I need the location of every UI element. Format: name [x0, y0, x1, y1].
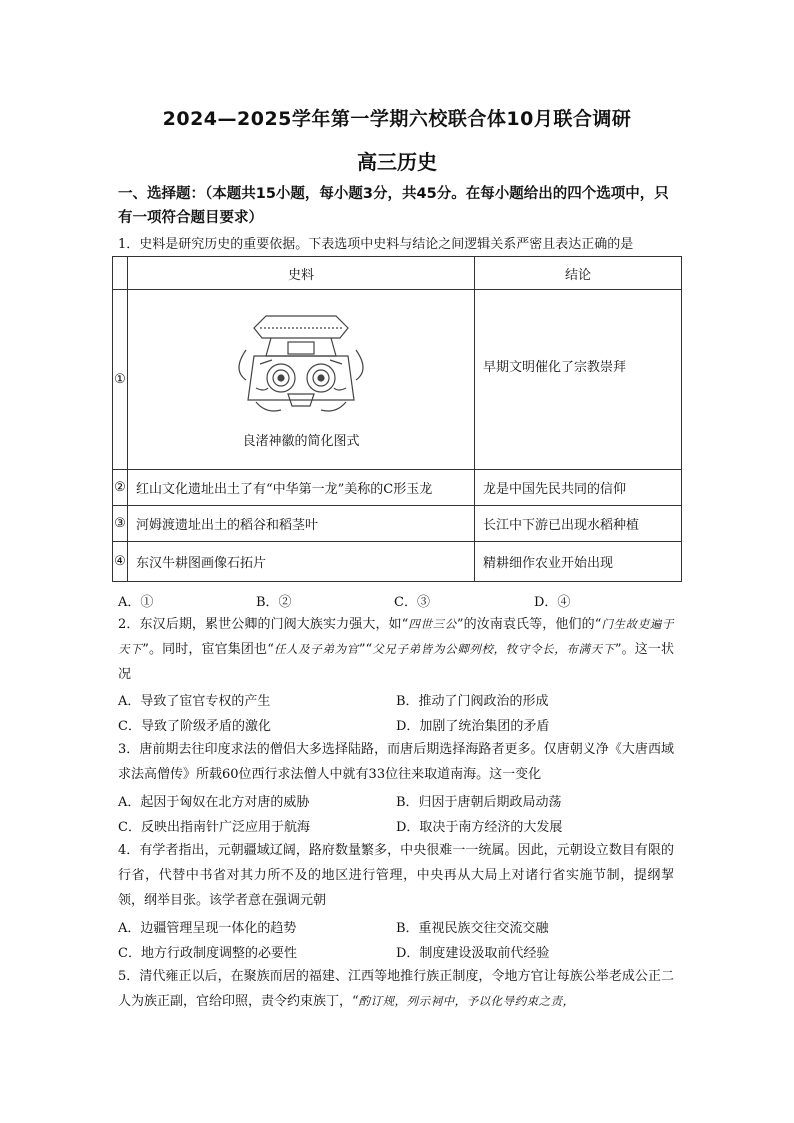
table-row: [113, 470, 682, 506]
q2-text: ”“: [358, 642, 373, 657]
q2-quote: 任人及子弟为官: [273, 642, 359, 656]
table-header-conclusion: 结论: [475, 257, 682, 290]
q2-option-b: B．推动了门阀政治的形成: [396, 694, 549, 709]
q4-option-d: D．制度建设汲取前代经验: [396, 946, 550, 961]
q2-quote: 父兄子弟皆为公卿列校，牧守令长，布满天下: [372, 642, 615, 656]
q1-option-d: D．④: [534, 595, 571, 610]
q2-option-a: A．导致了宦官专权的产生: [118, 694, 271, 709]
row-number: ④: [113, 542, 128, 582]
q2-quote: 门生故吏遍于天下: [118, 617, 675, 656]
q2-option-d: D．加剧了统治集团的矛盾: [396, 719, 550, 734]
row-number: ②: [113, 470, 128, 506]
q2-text: 2．东汉后期，累世公卿的门阀大族实力强大，如“: [118, 617, 409, 632]
conclusion-cell: 长江中下游已出现水稻种植: [475, 506, 682, 542]
question-1-stem: 1．史料是研究历史的重要依据。下表选项中史料与结论之间逻辑关系严密且表达正确的是: [118, 237, 634, 252]
table-header-blank: [113, 257, 128, 290]
conclusion-cell: 龙是中国先民共同的信仰: [475, 470, 682, 506]
q2-quote: 四世三公: [408, 617, 457, 631]
conclusion-cell: 早期文明催化了宗教崇拜: [475, 290, 682, 470]
q2-text: ”的汝南袁氏等，他们的“: [456, 617, 602, 632]
table-header-source: 史料: [128, 257, 475, 290]
q4-option-a: A．边疆管理呈现一体化的趋势: [118, 921, 297, 936]
q2-text: ”。同时，宦官集团也“: [142, 642, 274, 657]
table-row: [113, 542, 682, 582]
row-number: ①: [113, 290, 128, 470]
q3-option-a: A．起因于匈奴在北方对唐的威胁: [118, 795, 310, 810]
q5-text: 5．清代雍正以后，在聚族而居的福建、江西等地推行族正制度，令地方官让每族公举老成公正二人为族正副，官给印照，责令约束族丁，“: [118, 969, 674, 1009]
q3-option-b: B．归因于唐朝后期政局动荡: [396, 795, 562, 810]
emblem-caption: 良渚神徽的简化图式: [242, 434, 360, 449]
source-cell: 东汉牛耕图画像石拓片: [128, 542, 475, 582]
exam-subject: 高三历史: [357, 150, 437, 174]
q4-option-b: B．重视民族交往交流交融: [396, 921, 549, 936]
question-5-stem: [118, 964, 674, 1014]
q5-quote: 酌订规，列示祠中，予以化导约束之责，: [358, 994, 575, 1008]
table-row: [113, 506, 682, 542]
q1-option-b: B．②: [256, 595, 292, 610]
question-4-stem: 4．有学者指出，元朝疆域辽阔，路府数量繁多，中央很难一一统属。因此，元朝设立数目有限的行省，代替中书省对其力所不及的地区进行管理，中央再从大局上对诸行省实施节制，提纲挈领，纲举目张。该学者意在强调元朝: [118, 843, 674, 908]
table-row: [113, 290, 682, 470]
exam-title: 2024—2025学年第一学期六校联合体10月联合调研: [162, 108, 632, 130]
q1-option-c: C．③: [394, 595, 430, 610]
question-3-stem: 3．唐前期去往印度求法的僧侣大多选择陆路，而唐后期选择海路者更多。仅唐朝义净《大唐西域求法高僧传》所载60位西行求法僧人中就有33位往来取道南海。这一变化: [118, 742, 674, 782]
question-1-table: [112, 256, 682, 582]
q1-option-a: A．①: [118, 595, 154, 610]
conclusion-cell: 精耕细作农业开始出现: [475, 542, 682, 582]
q3-option-d: D．取决于南方经济的大发展: [396, 820, 563, 835]
liangzhu-emblem-image: [226, 310, 376, 418]
q4-option-c: C．地方行政制度调整的必要性: [118, 946, 297, 961]
question-2-stem: [118, 612, 674, 687]
section-heading: 一、选择题：（本题共15小题，每小题3分，共45分。在每小题给出的四个选项中，只有一项符合题目要求）: [118, 186, 669, 226]
q2-text: ”。这一状况: [118, 642, 675, 682]
q2-option-c: C．导致了阶级矛盾的激化: [118, 719, 271, 734]
source-cell: 河姆渡遗址出土的稻谷和稻茎叶: [128, 506, 475, 542]
table-header-row: [113, 257, 682, 290]
source-cell: [128, 290, 475, 470]
source-cell: 红山文化遗址出土了有“中华第一龙”美称的C形玉龙: [128, 470, 475, 506]
row-number: ③: [113, 506, 128, 542]
q3-option-c: C．反映出指南针广泛应用于航海: [118, 820, 310, 835]
